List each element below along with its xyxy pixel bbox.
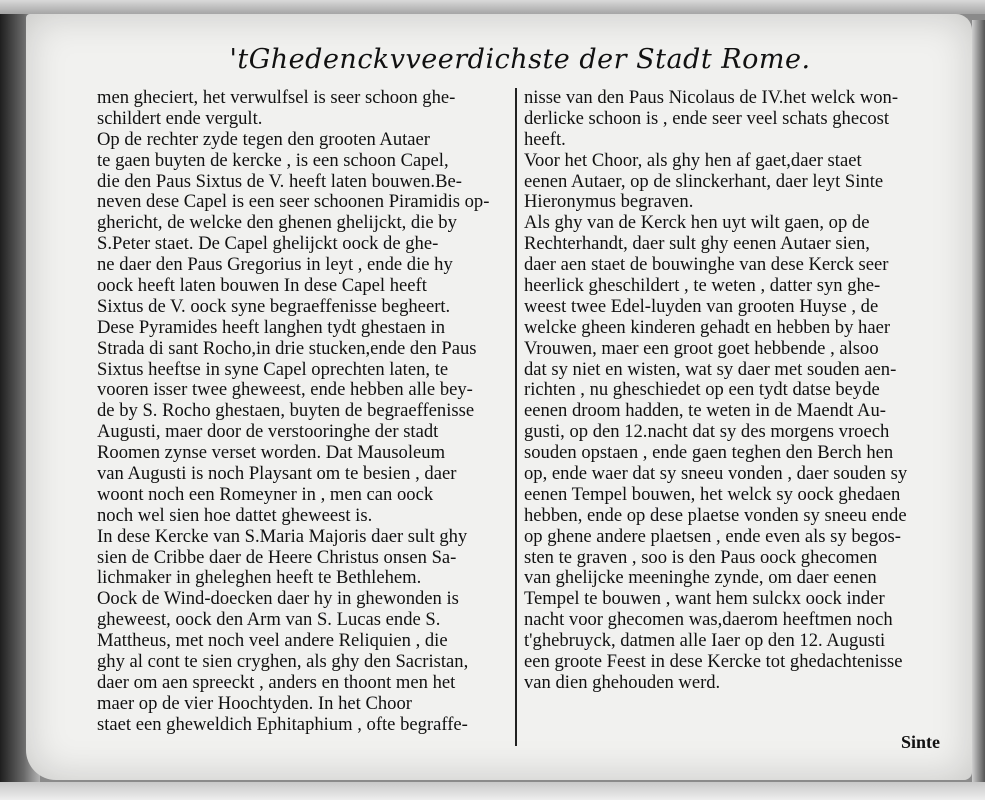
text-line: derlicke schoon is , ende seer veel schats ghecost bbox=[524, 108, 890, 129]
text-line: ghericht, de welcke den ghenen ghelijckt, die by bbox=[97, 213, 457, 234]
text-line: Op de rechter zyde tegen den grooten Autaer bbox=[97, 129, 430, 150]
text-line: daer aen staet de bouwinghe van dese Kerck seer bbox=[524, 255, 889, 276]
text-line: Voor het Choor, als ghy hen af gaet,daer staet bbox=[524, 150, 862, 171]
text-line: sien de Cribbe daer de Heere Christus onsen Sa- bbox=[97, 547, 457, 568]
text-line: gusti, op den 12.nacht dat sy des morgens vroech bbox=[524, 422, 890, 443]
text-line: op, ende waer dat sy sneeu vonden , daer souden sy bbox=[524, 464, 908, 485]
column-divider bbox=[515, 88, 517, 746]
text-line: dat sy niet en wisten, wat sy daer met souden aen- bbox=[524, 359, 897, 380]
text-line: S.Peter staet. De Capel ghelijckt oock de ghe- bbox=[97, 234, 439, 255]
text-line: de by S. Rocho ghestaen, buyten de begraeffenisse bbox=[97, 401, 475, 422]
text-line: souden opstaen , ende gaen teghen den Berch hen bbox=[524, 443, 894, 464]
text-line: Strada di sant Rocho,in drie stucken,ende den Paus bbox=[97, 338, 477, 359]
text-line: lichmaker in gheleghen heeft te Bethlehem. bbox=[97, 568, 422, 589]
text-line: daer om aen spreeckt , anders en thoont men het bbox=[97, 672, 456, 693]
text-line: Vrouwen, maer een groot goet hebbende , alsoo bbox=[524, 338, 879, 359]
text-line: vooren isser twee gheweest, ende hebben alle bey- bbox=[97, 380, 473, 401]
text-line: Tempel te bouwen , want hem sulckx oock inder bbox=[524, 589, 885, 610]
top-page-edge bbox=[0, 0, 985, 14]
bottom-page-edge bbox=[0, 782, 985, 800]
text-line: gheweest, oock den Arm van S. Lucas ende S. bbox=[97, 610, 441, 631]
text-line: ghy al cont te sien cryghen, als ghy den Sacristan, bbox=[97, 652, 469, 673]
text-line: welcke gheen kinderen gehadt en hebben by haer bbox=[524, 317, 891, 338]
text-line: Roomen zynse verset worden. Dat Mausoleum bbox=[97, 443, 446, 464]
catchword: Sinte bbox=[900, 732, 940, 752]
text-line: heeft. bbox=[524, 129, 566, 150]
text-line: neven dese Capel is een seer schoonen Piramidis op- bbox=[97, 192, 490, 213]
text-line: Sixtus heeftse in syne Capel oprechten laten, te bbox=[97, 359, 449, 380]
text-line: woont noch een Romeyner in , men can oock bbox=[97, 484, 434, 505]
text-line: t'ghebruyck, datmen alle Iaer op den 12. Augusti bbox=[524, 631, 886, 652]
text-line: van ghelijcke meeninghe zynde, om daer eenen bbox=[524, 568, 877, 589]
text-line: nacht voor ghecomen was,daerom heeftmen noch bbox=[524, 610, 893, 631]
text-line: In dese Kercke van S.Maria Majoris daer sult ghy bbox=[97, 526, 468, 547]
text-line: ne daer den Paus Gregorius in leyt , ende die hy bbox=[97, 255, 453, 276]
right-page-edge bbox=[972, 20, 985, 782]
text-line: eenen droom hadden, te weten in de Maendt Au- bbox=[524, 401, 886, 422]
text-line: Mattheus, met noch veel andere Reliquien , die bbox=[97, 631, 448, 652]
text-line: Augusti, maer door de verstooringhe der stadt bbox=[97, 422, 439, 443]
text-line: Oock de Wind-doecken daer hy in ghewonden is bbox=[97, 589, 459, 610]
right-text-column bbox=[524, 88, 960, 694]
text-line: van dien ghehouden werd. bbox=[524, 672, 721, 693]
text-line: men gheciert, het verwulfsel is seer schoon ghe- bbox=[97, 88, 456, 108]
text-line: op ghene andere plaetsen , ende even als sy begos- bbox=[524, 526, 901, 547]
text-line: Hieronymus begraven. bbox=[524, 192, 694, 213]
text-line: heerlick gheschildert , te weten , datter syn ghe- bbox=[524, 276, 881, 297]
text-line: richten , nu gheschiedet op een tydt datse beyde bbox=[524, 380, 880, 401]
text-line: staet een gheweldich Ephitaphium , ofte begraffe- bbox=[97, 714, 468, 735]
text-line: die den Paus Sixtus de V. heeft laten bouwen.Be- bbox=[97, 171, 462, 192]
text-line: hebben, ende op dese plaetse vonden sy sneeu ende bbox=[524, 505, 907, 526]
text-line: maer op de vier Hoochtyden. In het Choor bbox=[97, 693, 412, 714]
text-line: van Augusti is noch Playsant om te besien , daer bbox=[97, 464, 457, 485]
text-line: noch wel sien hoe dattet gheweest is. bbox=[97, 505, 373, 526]
text-line: schildert ende vergult. bbox=[97, 108, 263, 129]
text-line: sten te graven , soo is den Paus oock ghecomen bbox=[524, 547, 878, 568]
text-line: te gaen buyten de kercke , is een schoon Capel, bbox=[97, 150, 449, 171]
left-text-column bbox=[97, 88, 509, 736]
text-line: Rechterhandt, daer sult ghy eenen Autaer sien, bbox=[524, 234, 870, 255]
text-line: nisse van den Paus Nicolaus de IV.het welck won- bbox=[524, 88, 899, 108]
text-line: Als ghy van de Kerck hen uyt wilt gaen, op de bbox=[524, 213, 870, 234]
text-line: eenen Autaer, op de slinckerhant, daer leyt Sinte bbox=[524, 171, 884, 192]
text-line: een groote Feest in dese Kercke tot ghedachtenisse bbox=[524, 652, 903, 673]
text-line: weest twee Edel-luyden van grooten Huyse , de bbox=[524, 296, 879, 317]
text-line: Dese Pyramides heeft langhen tydt ghestaen in bbox=[97, 317, 446, 338]
text-line: oock heeft laten bouwen In dese Capel heeft bbox=[97, 276, 427, 297]
text-line: Sixtus de V. oock syne begraeffenisse begheert. bbox=[97, 296, 451, 317]
text-line: eenen Tempel bouwen, het welck sy oock ghedaen bbox=[524, 484, 901, 505]
running-header: 'tGhedenckvveerdichste der Stadt Rome. bbox=[229, 44, 811, 75]
